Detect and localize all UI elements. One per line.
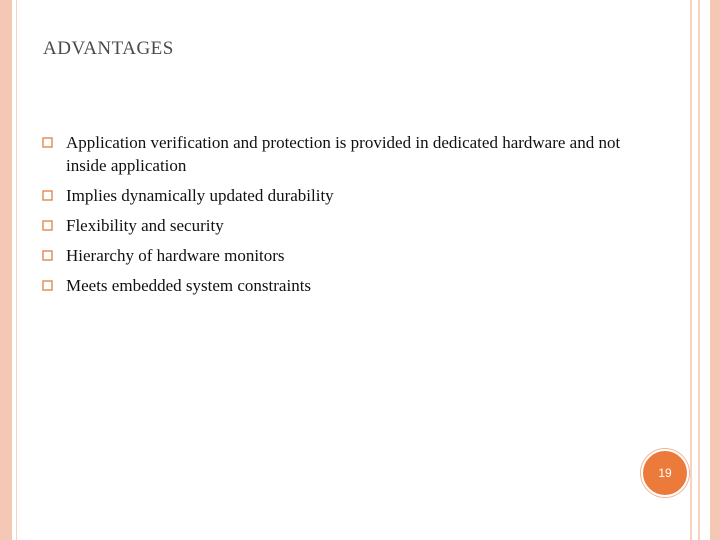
bullet-text: Implies dynamically updated durability [66,186,334,205]
bullet-list [42,131,662,304]
bullet-item [42,184,662,207]
hollow-square-icon [42,280,53,291]
right-decorative-line [690,0,692,540]
page-number-badge [641,449,689,497]
right-decorative-bar [710,0,720,540]
hollow-square-icon [42,190,53,201]
hollow-square-icon [42,137,53,148]
bullet-text: Hierarchy of hardware monitors [66,246,285,265]
page-number: 19 [658,466,672,480]
bullet-item [42,131,662,177]
bullet-item [42,214,662,237]
bullet-text: Meets embedded system constraints [66,276,312,295]
bullet-text: Flexibility and security [66,216,224,235]
bullet-item [42,274,662,297]
hollow-square-icon [42,220,53,231]
bullet-text: Application verification and protection is provided in dedicated hardware and not inside application [66,133,621,175]
right-decorative-line [698,0,700,540]
slide-title: ADVANTAGES [43,38,174,59]
left-decorative-line [16,0,17,540]
hollow-square-icon [42,250,53,261]
left-decorative-bar [0,0,12,540]
bullet-item [42,244,662,267]
